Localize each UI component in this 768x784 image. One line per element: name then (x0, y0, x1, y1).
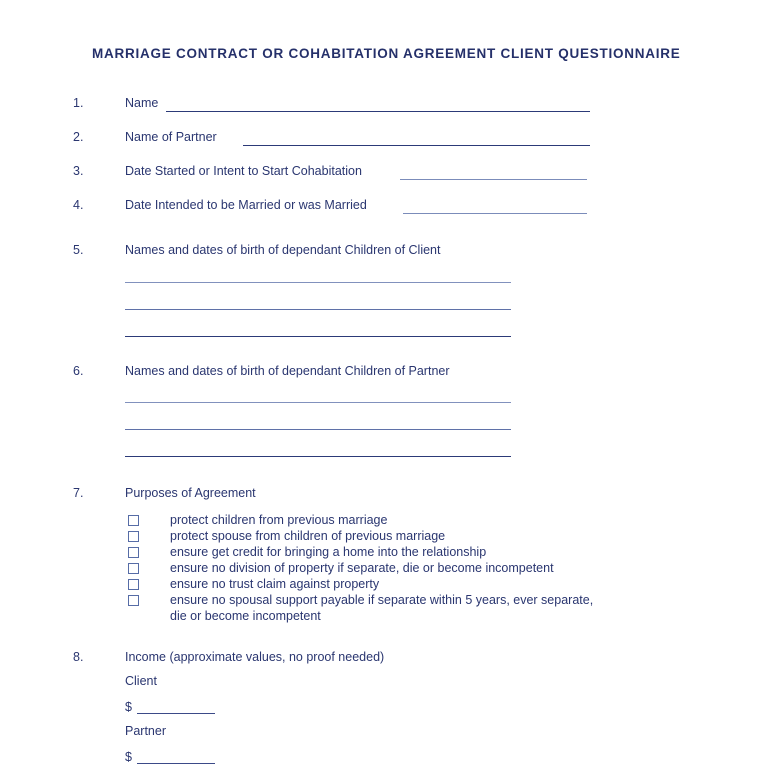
item-label-name-of-partner: Name of Partner (125, 130, 217, 144)
partner-children-line-3[interactable] (125, 456, 511, 457)
purpose-option-4[interactable] (0, 561, 768, 577)
partner-name-input-rule[interactable] (243, 145, 590, 146)
checkbox-icon[interactable] (128, 531, 139, 542)
client-children-line-3[interactable] (125, 336, 511, 337)
purpose-option-label: ensure no spousal support payable if separate within 5 years, ever separate, (170, 593, 594, 607)
item-number-7: 7. (73, 486, 84, 500)
item-number-2: 2. (73, 130, 84, 144)
income-client-amount-input[interactable] (137, 713, 215, 714)
item-number-3: 3. (73, 164, 84, 178)
checkbox-icon[interactable] (128, 515, 139, 526)
purpose-option-6-continuation: die or become incompetent (170, 609, 321, 623)
item-number-4: 4. (73, 198, 84, 212)
page-title: MARRIAGE CONTRACT OR COHABITATION AGREEMENT CLIENT QUESTIONNAIRE (92, 46, 681, 61)
client-children-line-2[interactable] (125, 309, 511, 310)
purpose-option-label: protect spouse from children of previous marriage (170, 529, 446, 543)
cohabitation-date-input-rule[interactable] (400, 179, 587, 180)
purpose-option-6[interactable] (0, 593, 768, 609)
checkbox-icon[interactable] (128, 547, 139, 558)
purpose-option-5[interactable] (0, 577, 768, 593)
item-label-name: Name (125, 96, 159, 110)
income-partner-label: Partner (125, 724, 166, 738)
partner-children-line-1[interactable] (125, 402, 511, 403)
income-client-label: Client (125, 674, 157, 688)
item-number-5: 5. (73, 243, 84, 257)
checkbox-icon[interactable] (128, 563, 139, 574)
purpose-option-1[interactable] (0, 513, 768, 529)
income-partner-currency: $ (125, 750, 132, 764)
marriage-date-input-rule[interactable] (403, 213, 587, 214)
income-partner-amount-input[interactable] (137, 763, 215, 764)
purpose-option-label: ensure get credit for bringing a home into the relationship (170, 545, 487, 559)
item-label-children-of-client: Names and dates of birth of dependant Children of Client (125, 243, 441, 257)
item-label-date-started-cohabitation: Date Started or Intent to Start Cohabitation (125, 164, 362, 178)
item-label-children-of-partner: Names and dates of birth of dependant Children of Partner (125, 364, 450, 378)
purpose-option-label: ensure no trust claim against property (170, 577, 380, 591)
checkbox-icon[interactable] (128, 579, 139, 590)
item-label-date-married: Date Intended to be Married or was Married (125, 198, 367, 212)
purpose-option-label: ensure no division of property if separate, die or become incompetent (170, 561, 554, 575)
checkbox-icon[interactable] (128, 595, 139, 606)
item-number-1: 1. (73, 96, 84, 110)
item-label-purposes-of-agreement: Purposes of Agreement (125, 486, 256, 500)
name-input-rule[interactable] (166, 111, 590, 112)
income-client-currency: $ (125, 700, 132, 714)
partner-children-line-2[interactable] (125, 429, 511, 430)
purpose-option-2[interactable] (0, 529, 768, 545)
client-children-line-1[interactable] (125, 282, 511, 283)
item-label-income: Income (approximate values, no proof needed) (125, 650, 385, 664)
purpose-option-label: protect children from previous marriage (170, 513, 388, 527)
purpose-option-3[interactable] (0, 545, 768, 561)
item-number-8: 8. (73, 650, 84, 664)
item-number-6: 6. (73, 364, 84, 378)
